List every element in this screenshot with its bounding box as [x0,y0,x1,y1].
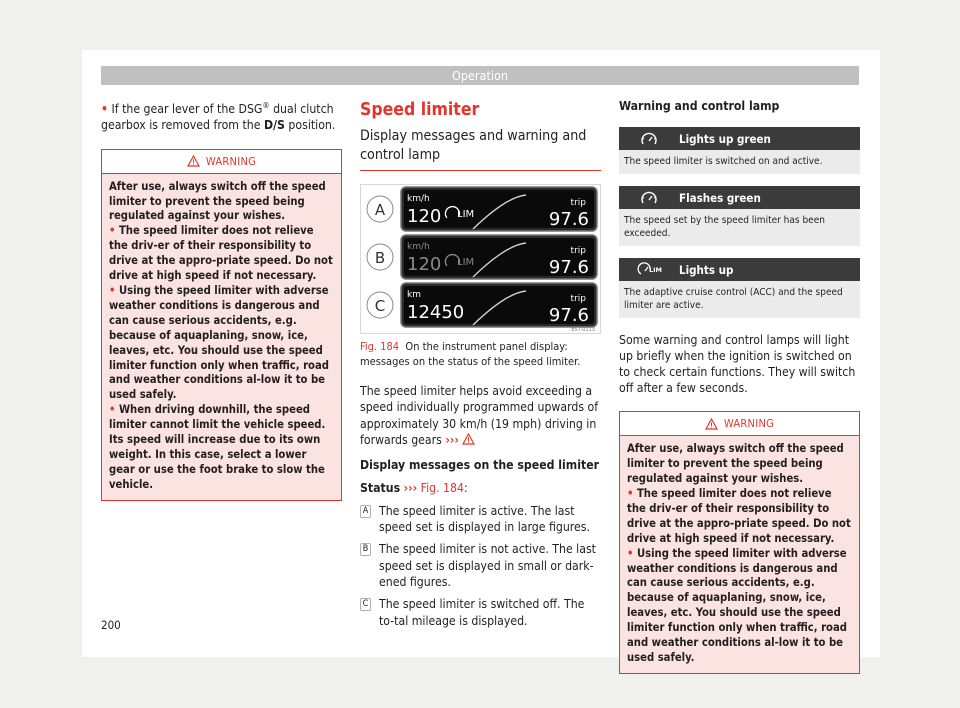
title-rule [360,170,601,171]
display-unit: km [407,290,421,300]
lamp-row [619,186,860,209]
column-right [619,98,860,674]
section-subtitle: Display messages and warning and control lamp [360,128,587,163]
page-number: 200 [101,618,121,632]
speed-limiter-icon [640,132,658,146]
display-tag: LIM [457,257,475,268]
warning-header: WARNING [102,150,341,174]
display-unit: km/h [407,194,430,204]
warning-triangle-icon [705,418,718,430]
status-item [360,541,601,590]
acc-limiter-icon [638,263,663,277]
status-line: Status ››› Fig. 184: [360,481,468,496]
warning-box [101,149,342,501]
figure-letter: B [374,249,386,267]
lamp-body-paragraph: Some warning and control lamps will light up briefly when the ignition is switched on to check certain functions. They will switch off after a few seconds. [619,333,856,396]
warning-body: After use, always switch off the speed limiter to prevent the speed being regulated against your wishes. • The speed limiter does not relieve the driv-er of their responsibility to drive at the appro-priate speed. Do not drive at high speed if not necessary. • Using the speed limiter with adverse weather conditions is dangerous and can cause serious accidents, e.g. because of aquaplaning, snow, ice, leaves, etc. You should use the speed limiter function only when traffic, road and weather conditions al-low it to be used safely. • When driving downhill, the speed limiter cannot limit the vehicle speed. Its speed will increase due to its own weight. In this case, select a lower gear or use the foot brake to slow the vehicle. [102,174,341,500]
figure-184 [360,184,601,334]
intro-paragraph: • If the gear lever of the DSG® dual clutch gearbox is removed from the D/S position. [101,101,336,133]
section-title: Speed limiter [360,100,480,120]
lamp-description: The speed limiter is switched on and active. [619,150,860,174]
lamp-icon-cell [619,263,679,277]
status-letter: B [360,543,371,556]
status-letter: A [360,505,371,518]
warning-box-2 [619,411,860,674]
lamp-table [619,127,860,318]
lamp-heading: Warning and control lamp [619,99,780,113]
trip-value: 97.6 [548,257,589,278]
body-paragraph: The speed limiter helps avoid exceeding a speed individually programmed upwards of approximately 30 km/h (19 mph) driving in forwards gears ››› [360,384,599,447]
figure-code: B5T-0113 [571,327,595,333]
trip-label: trip [570,198,586,208]
lamp-entry [619,186,860,258]
trip-value: 97.6 [548,305,589,326]
status-letter: C [360,598,371,611]
warning-body: After use, always switch off the speed limiter to prevent the speed being regulated against your wishes. • The speed limiter does not relieve the driv-er of their responsibility to drive at the appro-priate speed. Do not drive at high speed if not necessary. • Using the speed limiter with adverse weather conditions is dangerous and can cause serious accidents, e.g. because of aquaplaning, snow, ice, leaves, etc. You should use the speed limiter function only when traffic, road and weather conditions al-low it to be used safely. [620,436,859,673]
status-item [360,596,601,629]
lamp-state: Lights up green [679,131,771,146]
column-left [101,98,342,501]
lamp-row [619,258,860,281]
trip-label: trip [570,246,586,256]
status-text: The speed limiter is not active. The last speed set is displayed in small or dark-ened figures. [379,542,596,589]
warning-triangle-icon [187,155,200,167]
status-item [360,503,601,536]
lamp-entry [619,127,860,186]
display-value: 120 [407,254,442,275]
display-value: 12450 [407,302,465,323]
instrument-display-illustration [361,185,600,333]
figure-letter: C [374,297,386,315]
lamp-description: The speed set by the speed limiter has been exceeded. [619,209,860,246]
lamp-state: Lights up [679,262,734,277]
warning-triangle-icon[interactable] [462,433,475,445]
section-header: Operation [101,66,859,85]
lamp-icon-cell [619,191,679,205]
lamp-row [619,127,860,150]
column-middle [360,100,601,629]
status-text: The speed limiter is switched off. The to-tal mileage is displayed. [379,597,585,628]
display-unit: km/h [407,242,430,252]
lamp-state: Flashes green [679,190,761,205]
display-messages-heading: Display messages on the speed limiter [360,458,600,473]
status-text: The speed limiter is active. The last speed set is displayed in large figures. [379,503,590,535]
lamp-description: The adaptive cruise control (ACC) and the speed limiter are active. [619,281,860,318]
speed-limiter-icon [640,191,658,205]
lamp-entry [619,258,860,318]
trip-value: 97.6 [548,209,589,230]
display-value: 120 [407,206,442,227]
figure-letter: A [374,201,386,219]
status-list [360,503,601,629]
display-tag: LIM [457,209,475,220]
warning-header: WARNING [620,412,859,436]
lamp-icon-cell [619,132,679,146]
figure-link[interactable]: Fig. 184 [420,481,464,496]
trip-label: trip [570,294,586,304]
svg-text:LIM: LIM [649,265,663,274]
figure-caption: Fig. 184 On the instrument panel display: messages on the status of the speed limiter. [360,340,581,368]
